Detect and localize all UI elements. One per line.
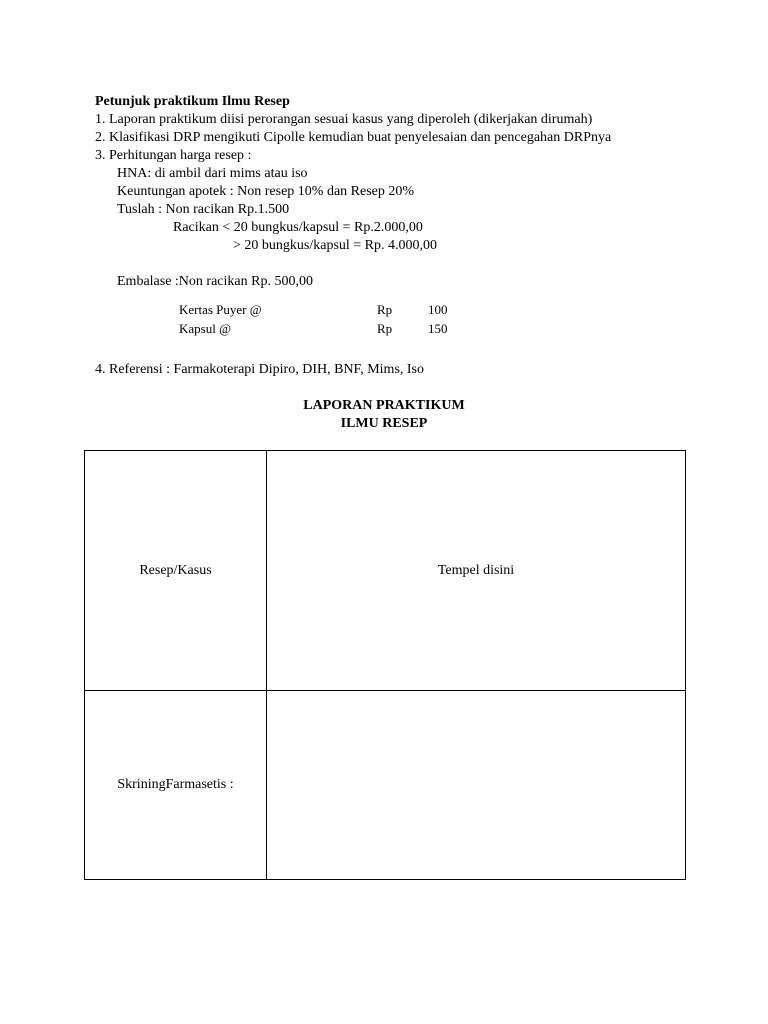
embalase-item-label: Kapsul @ [179, 321, 232, 336]
report-table [84, 450, 686, 880]
instruction-item-4: 4. Referensi : Farmakoterapi Dipiro, DIH, BNF, Mims, Iso [95, 362, 424, 377]
instruction-item-3: 3. Perhitungan harga resep : [95, 148, 252, 163]
embalase-item-amount: 100 [428, 302, 448, 317]
row-content-skrining [267, 691, 686, 880]
tuslah-line: Tuslah : Non racikan Rp.1.500 [117, 202, 290, 217]
embalase-item-currency: Rp [377, 302, 393, 317]
row-label-skrining: SkriningFarmasetis : [85, 691, 267, 880]
racikan-line-2: > 20 bungkus/kapsul = Rp. 4.000,00 [233, 238, 438, 253]
instruction-item-1: 1. Laporan praktikum diisi perorangan sesuai kasus yang diperoleh (dikerjakan dirumah) [95, 112, 593, 127]
table-row [85, 451, 686, 691]
instructions-title: Petunjuk praktikum Ilmu Resep [95, 94, 290, 109]
embalase-item-amount: 150 [428, 321, 448, 336]
row-label-resep-kasus: Resep/Kasus [85, 451, 267, 691]
racikan-line-1: Racikan < 20 bungkus/kapsul = Rp.2.000,00 [173, 220, 423, 235]
embalase-line: Embalase :Non racikan Rp. 500,00 [117, 274, 313, 289]
instruction-item-2: 2. Klasifikasi DRP mengikuti Cipolle kemudian buat penyelesaian dan pencegahan DRPnya [95, 130, 612, 145]
report-title: LAPORAN PRAKTIKUM [303, 398, 465, 413]
hna-line: HNA: di ambil dari mims atau iso [117, 166, 308, 181]
embalase-item-label: Kertas Puyer @ [179, 302, 262, 317]
keuntungan-line: Keuntungan apotek : Non resep 10% dan Resep 20% [117, 184, 415, 199]
embalase-item-currency: Rp [377, 321, 393, 336]
row-content-tempel: Tempel disini [267, 451, 686, 691]
report-subtitle: ILMU RESEP [340, 416, 428, 431]
table-row [85, 691, 686, 880]
